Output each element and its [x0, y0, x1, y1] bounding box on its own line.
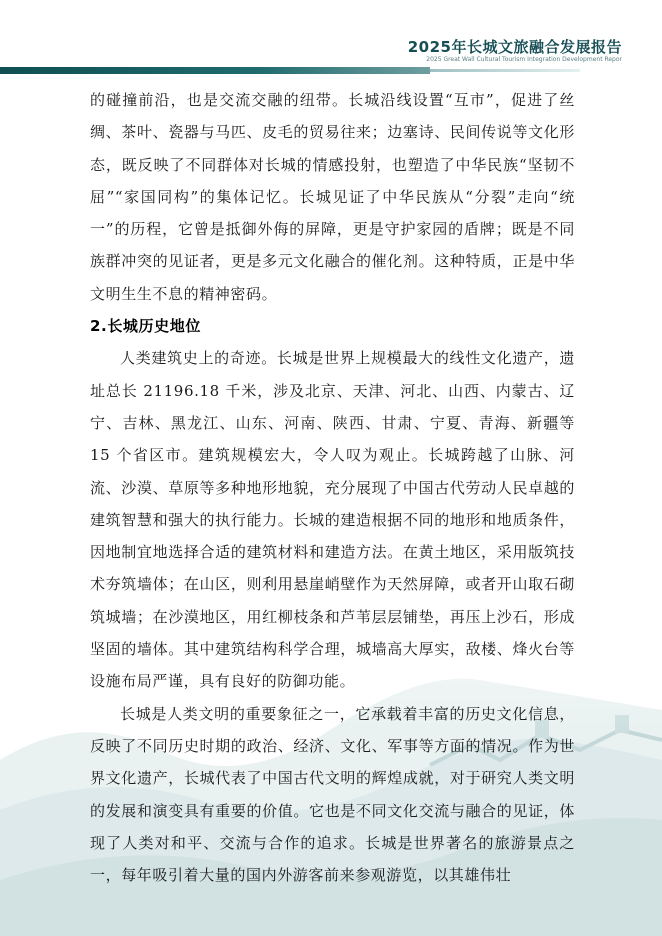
paragraph-continued: 的碰撞前沿，也是交流交融的纽带。长城沿线设置“互市”，促进了丝绸、茶叶、瓷器与马匹、皮毛的贸易往来；边塞诗、民间传说等文化形态，既反映了不同群体对长城的情感投射，也塑造了中华民族“坚韧不屈”“家国同构”的集体记忆。长城见证了中华民族从“分裂”走向“统一”的历程，它曾是抵御外侮的屏障，更是守护家园的盾牌；既是不同族群冲突的见证者，更是多元文化融合的催化剂。这种特质，正是中华文明生生不息的精神密码。	[90, 91, 575, 303]
paragraph: 人类建筑史上的奇迹。长城是世界上规模最大的线性文化遗产，遗址总长 21196.18 千米，涉及北京、天津、河北、山西、内蒙古、辽宁、吉林、黑龙江、山东、河南、陕西、甘肃、宁夏、青海、新疆等 15 个省区市。建筑规模宏大，令人叹为观止。长城跨越了山脉、河流、沙漠、草原等多种地形地貌，充分展现了中国古代劳动人民卓越的建筑智慧和强大的执行能力。长城的建造根据不同的地形和地质条件，因地制宜地选择合适的建筑材料和建造方法。在黄土地区，采用版筑技术夯筑墙体；在山区，则利用悬崖峭壁作为天然屏障，或者开山取石砌筑城墙；在沙漠地区，用红柳枝条和芦苇层层铺垫，再压上沙石，形成坚固的墙体。其中建筑结构科学合理，城墙高大厚实，敌楼、烽火台等设施布局严谨，具有良好的防御功能。	[90, 349, 575, 691]
report-subtitle: 2025 Great Wall Cultural Tourism Integration Development Repor	[426, 56, 622, 63]
page-body	[90, 84, 575, 891]
header-rule-fade	[430, 69, 580, 72]
section-heading: 2.长城历史地位	[90, 317, 201, 336]
paragraph: 长城是人类文明的重要象征之一，它承载着丰富的历史文化信息，反映了不同历史时期的政治、经济、文化、军事等方面的情况。作为世界文化遗产，长城代表了中国古代文明的辉煌成就，对于研究人类文明的发展和演变具有重要的价值。它也是不同文化交流与融合的见证，体现了人类对和平、交流与合作的追求。长城是世界著名的旅游景点之一，每年吸引着大量的国内外游客前来参观游览，以其雄伟壮	[90, 704, 575, 885]
report-title: 2025年长城文旅融合发展报告	[407, 38, 622, 56]
report-header	[0, 0, 662, 80]
header-rule	[0, 67, 430, 74]
